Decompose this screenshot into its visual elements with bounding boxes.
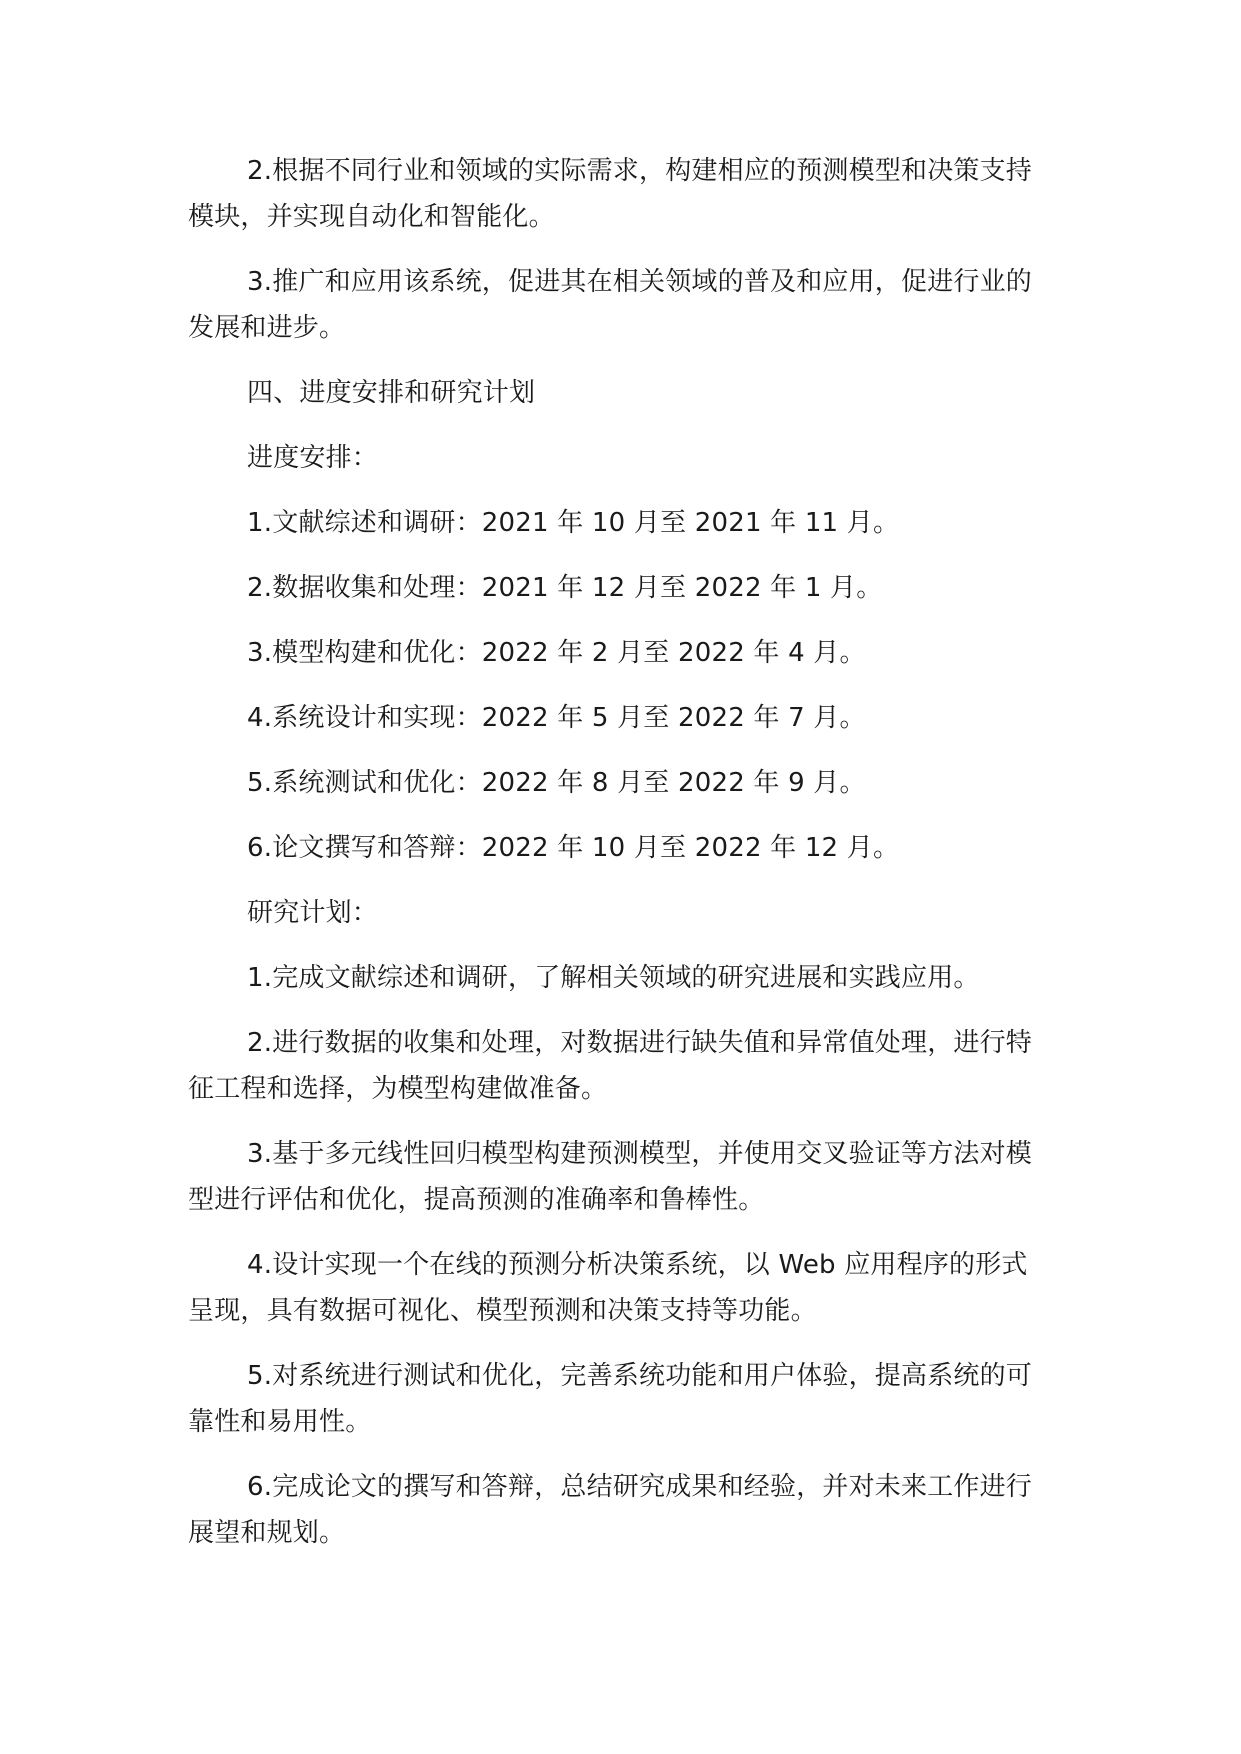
subheading-schedule: 进度安排： [247,443,379,473]
subheading-research-plan: 研究计划： [247,898,379,928]
schedule-item-6: 6.论文撰写和答辩：2022 年 10 月至 2022 年 12 月。 [247,833,900,863]
section-heading-schedule-plan: 四、进度安排和研究计划 [247,378,536,408]
schedule-item-3: 3.模型构建和优化：2022 年 2 月至 2022 年 4 月。 [247,638,866,668]
schedule-item-1: 1.文献综述和调研：2021 年 10 月至 2021 年 11 月。 [247,508,900,538]
plan-item-2: 2.进行数据的收集和处理，对数据进行缺失值和异常值处理，进行特征工程和选择，为模型构建做准备。 [188,1028,1033,1104]
plan-item-3: 3.基于多元线性回归模型构建预测模型，并使用交叉验证等方法对模型进行评估和优化，提高预测的准确率和鲁棒性。 [188,1139,1033,1215]
schedule-item-2: 2.数据收集和处理：2021 年 12 月至 2022 年 1 月。 [247,573,883,603]
schedule-item-4: 4.系统设计和实现：2022 年 5 月至 2022 年 7 月。 [247,703,866,733]
plan-item-6: 6.完成论文的撰写和答辩，总结研究成果和经验，并对未来工作进行展望和规划。 [188,1472,1033,1548]
plan-item-4: 4.设计实现一个在线的预测分析决策系统，以 Web 应用程序的形式呈现，具有数据可视化、模型预测和决策支持等功能。 [188,1250,1028,1326]
plan-item-5: 5.对系统进行测试和优化，完善系统功能和用户体验，提高系统的可靠性和易用性。 [188,1361,1033,1437]
document-page [188,148,1046,1575]
paragraph-goal-3: 3.推广和应用该系统，促进其在相关领域的普及和应用，促进行业的发展和进步。 [188,267,1033,343]
paragraph-goal-2: 2.根据不同行业和领域的实际需求，构建相应的预测模型和决策支持模块，并实现自动化和智能化。 [188,156,1033,232]
plan-item-1: 1.完成文献综述和调研，了解相关领域的研究进展和实践应用。 [247,963,980,993]
schedule-item-5: 5.系统测试和优化：2022 年 8 月至 2022 年 9 月。 [247,768,866,798]
